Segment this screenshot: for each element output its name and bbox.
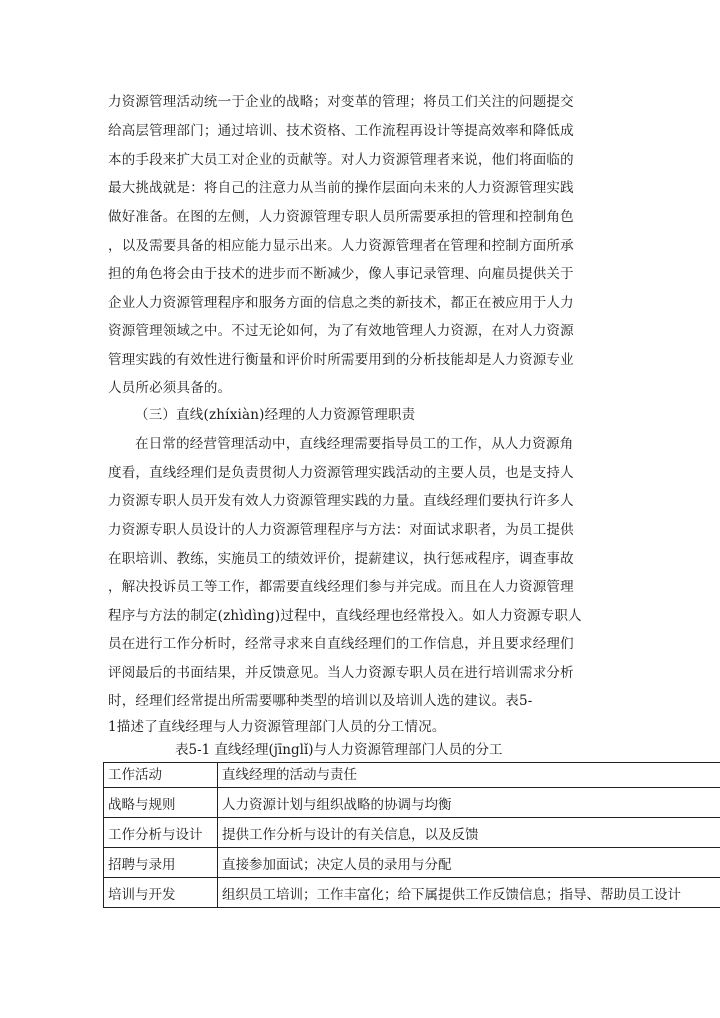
paragraph1-line: 给高层管理部门；通过培训、技术资格、工作流程再设计等提高效率和降低成: [108, 123, 574, 139]
paragraph1-line: 企业人力资源管理程序和服务方面的信息之类的新技术，都正在被应用于人力: [108, 295, 574, 311]
table-cell: 直线经理的活动与责任: [218, 763, 720, 788]
section-heading: （三）直线(zhíxiàn)经理的人力资源管理职责: [135, 407, 416, 423]
paragraph2-line: 在日常的经营管理活动中，直线经理需要指导员工的工作，从人力资源角: [135, 436, 574, 452]
duties-table: [103, 762, 720, 908]
table-cell: 培训与开发: [104, 878, 218, 908]
paragraph1-line: ，以及需要具备的相应能力显示出来。人力资源管理者在管理和控制方面所承: [108, 238, 574, 254]
paragraph2-line: 在职培训、教练，实施员工的绩效评价，提薪建议，执行惩戒程序，调查事故: [108, 551, 574, 567]
table-cell: 组织员工培训；工作丰富化；给下属提供工作反馈信息；指导、帮助员工设计: [218, 878, 720, 908]
table-cell: 人力资源计划与组织战略的协调与均衡: [218, 788, 720, 818]
paragraph1-line: 力资源管理活动统一于企业的战略；对变革的管理；将员工们关注的问题提交: [108, 94, 574, 110]
table-row: [104, 788, 720, 818]
table-cell: 工作分析与设计: [104, 818, 218, 848]
paragraph1-line: 担的角色将会由于技术的进步而不断减少，像人事记录管理、向雇员提供关于: [108, 266, 574, 282]
paragraph2-line: 度看，直线经理们是负责贯彻人力资源管理实践活动的主要人员，也是支持人: [108, 465, 574, 481]
table-cell: 直接参加面试；决定人员的录用与分配: [218, 848, 720, 878]
paragraph2-line: 程序与方法的制定(zhìdìng)过程中，直线经理也经常投入。如人力资源专职人: [108, 608, 582, 624]
table-row: [104, 848, 720, 878]
paragraph2-line: 时，经理们经常提出所需要哪种类型的培训以及培训人选的建议。表5-: [108, 693, 533, 709]
table-header-row: [104, 763, 720, 788]
table-caption: 表5-1 直线经理(jīnglǐ)与人力资源管理部门人员的分工: [175, 742, 503, 758]
paragraph2-line: 员在进行工作分析时，经常寻求来自直线经理们的工作信息，并且要求经理们: [108, 636, 574, 652]
table-cell: 提供工作分析与设计的有关信息，以及反馈: [218, 818, 720, 848]
paragraph1-line: 最大挑战就是：将自己的注意力从当前的操作层面向未来的人力资源管理实践: [108, 180, 574, 196]
paragraph2-line: 1描述了直线经理与人力资源管理部门人员的分工情况。: [108, 719, 446, 735]
paragraph1-line: 管理实践的有效性进行衡量和评价时所需要用到的分析技能却是人力资源专业: [108, 352, 574, 368]
paragraph1-line: 本的手段来扩大员工对企业的贡献等。对人力资源管理者来说，他们将面临的: [108, 152, 574, 168]
paragraph1-line: 人员所必须具备的。: [108, 380, 232, 396]
table-row: [104, 818, 720, 848]
table-cell: 战略与规则: [104, 788, 218, 818]
paragraph2-line: 力资源专职人员设计的人力资源管理程序与方法：对面试求职者，为员工提供: [108, 522, 574, 538]
paragraph1-line: 资源管理领域之中。不过无论如何，为了有效地管理人力资源，在对人力资源: [108, 323, 574, 339]
paragraph2-line: 评阅最后的书面结果，并反馈意见。当人力资源专职人员在进行培训需求分析: [108, 665, 574, 681]
paragraph2-line: 力资源专职人员开发有效人力资源管理实践的力量。直线经理们要执行许多人: [108, 493, 574, 509]
table-cell: 工作活动: [104, 763, 218, 788]
table-row: [104, 878, 720, 908]
table-cell: 招聘与录用: [104, 848, 218, 878]
paragraph1-line: 做好准备。在图的左侧，人力资源管理专职人员所需要承担的管理和控制角色: [108, 209, 574, 225]
paragraph2-line: ，解决投诉员工等工作，都需要直线经理们参与并完成。而且在人力资源管理: [108, 579, 574, 595]
